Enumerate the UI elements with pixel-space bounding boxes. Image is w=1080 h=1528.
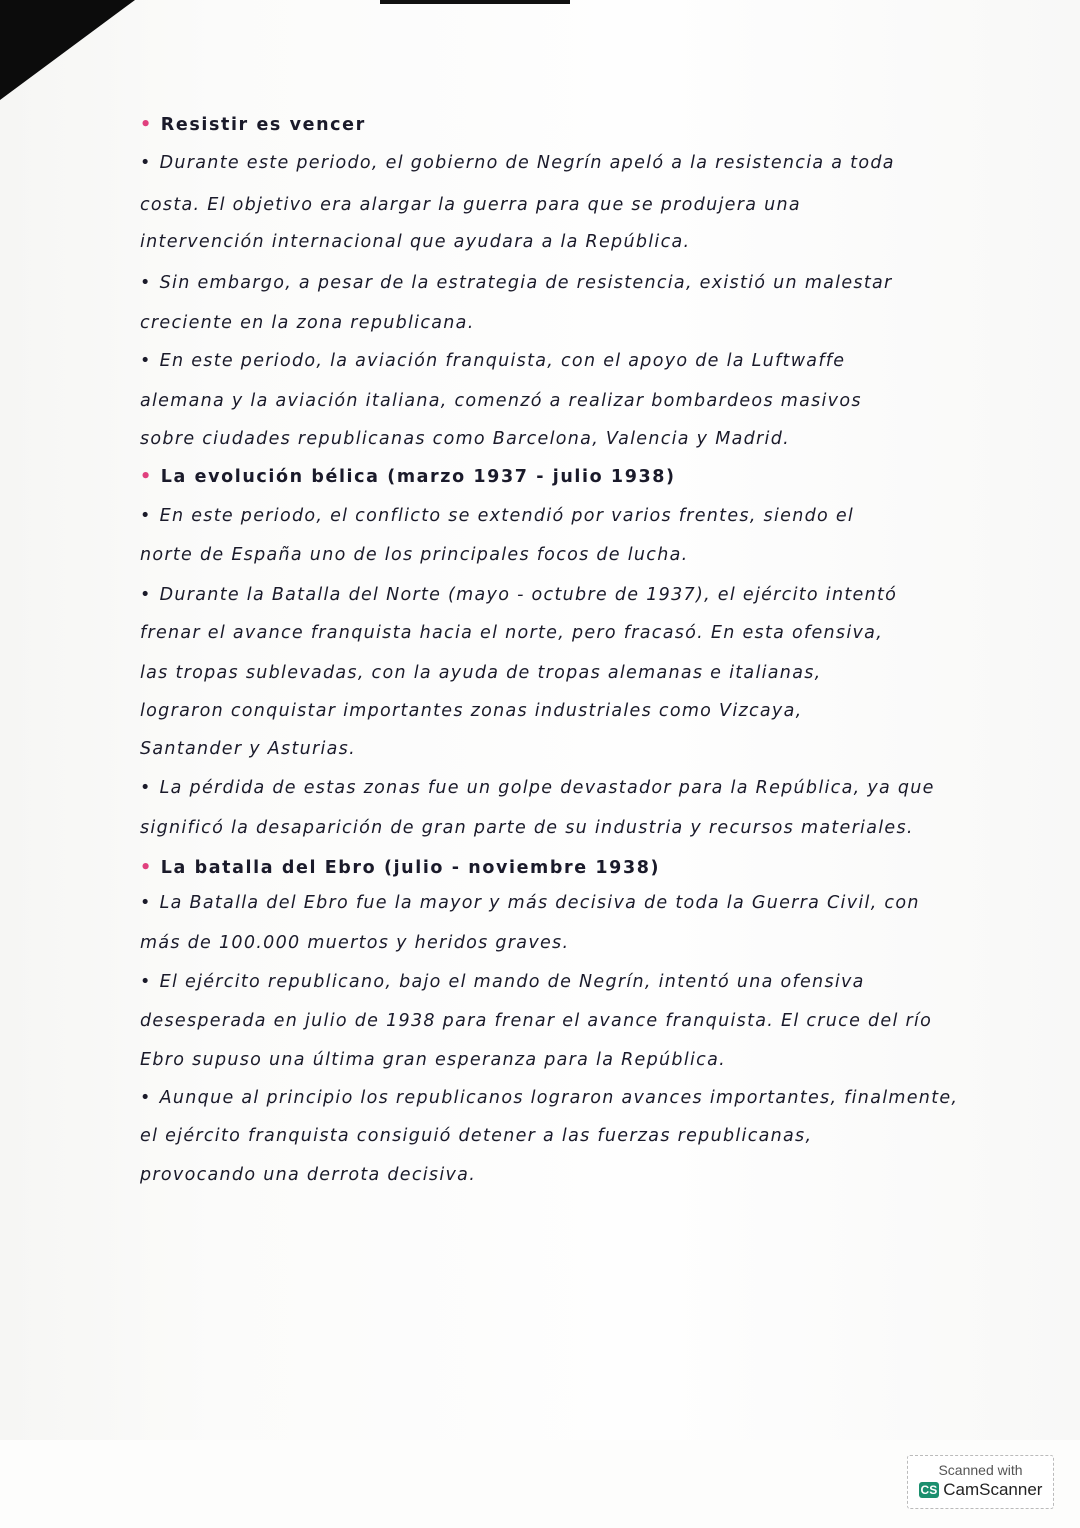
bullet-icon: •	[140, 273, 152, 293]
note-line	[140, 153, 895, 173]
note-text: Santander y Asturias.	[140, 739, 356, 759]
note-line	[140, 739, 356, 759]
section-heading	[140, 858, 660, 878]
note-text: sobre ciudades republicanas como Barcelona, Valencia y Madrid.	[140, 429, 790, 449]
note-line	[140, 778, 935, 798]
note-text: En este periodo, el conflicto se extendió por varios frentes, siendo el	[159, 506, 855, 526]
note-text: La Batalla del Ebro fue la mayor y más decisiva de toda la Guerra Civil, con	[159, 893, 920, 913]
note-text: provocando una derrota decisiva.	[140, 1165, 477, 1185]
note-line	[140, 701, 802, 721]
note-line	[140, 313, 475, 333]
note-line	[140, 351, 845, 371]
note-line	[140, 818, 914, 838]
bullet-icon: •	[140, 972, 152, 992]
bullet-icon: •	[140, 778, 152, 798]
camscanner-logo-icon: CS	[920, 1483, 938, 1497]
bullet-icon: •	[140, 506, 152, 526]
note-line	[140, 506, 854, 526]
note-text: Resistir es vencer	[160, 115, 366, 135]
note-text: El ejército republicano, bajo el mando de Negrín, intentó una ofensiva	[159, 972, 865, 992]
note-text: Durante la Batalla del Norte (mayo - octubre de 1937), el ejército intentó	[159, 585, 898, 605]
note-text: significó la desaparición de gran parte de su industria y recursos materiales.	[140, 818, 914, 838]
note-line	[140, 1165, 476, 1185]
camscanner-watermark	[907, 1455, 1054, 1509]
bullet-icon: •	[140, 467, 153, 487]
note-line	[140, 1050, 726, 1070]
note-line	[140, 545, 689, 565]
note-text: costa. El objetivo era alargar la guerra para que se produjera una	[140, 195, 801, 215]
note-text: La batalla del Ebro (julio - noviembre 1938)	[160, 858, 661, 878]
note-line	[140, 933, 569, 953]
section-heading	[140, 467, 676, 487]
note-text: lograron conquistar importantes zonas industriales como Vizcaya,	[140, 701, 803, 721]
note-line	[140, 232, 690, 252]
note-line	[140, 273, 893, 293]
bullet-icon: •	[140, 153, 152, 173]
note-line	[140, 585, 897, 605]
section-heading	[140, 115, 366, 135]
note-text: Sin embargo, a pesar de la estrategia de resistencia, existió un malestar	[159, 273, 893, 293]
note-text: más de 100.000 muertos y heridos graves.	[140, 933, 570, 953]
note-text: creciente en la zona republicana.	[140, 313, 475, 333]
bullet-icon: •	[140, 858, 153, 878]
note-line	[140, 1011, 932, 1031]
note-line	[140, 1126, 812, 1146]
note-text: La pérdida de estas zonas fue un golpe devastador para la República, ya que	[159, 778, 935, 798]
note-line	[140, 623, 883, 643]
note-text: Aunque al principio los republicanos lograron avances importantes, finalmente,	[159, 1088, 959, 1108]
bullet-icon: •	[140, 351, 152, 371]
bullet-icon: •	[140, 1088, 152, 1108]
bullet-icon: •	[140, 893, 152, 913]
note-line	[140, 1088, 958, 1108]
note-line	[140, 893, 920, 913]
note-line	[140, 195, 801, 215]
watermark-brand: CamScanner	[943, 1480, 1043, 1499]
note-text: las tropas sublevadas, con la ayuda de tropas alemanas e italianas,	[140, 663, 822, 683]
note-text: Ebro supuso una última gran esperanza para la República.	[140, 1050, 726, 1070]
scan-shadow-edge	[380, 0, 570, 4]
note-text: frenar el avance franquista hacia el norte, pero fracasó. En esta ofensiva,	[140, 623, 884, 643]
note-text: alemana y la aviación italiana, comenzó a realizar bombardeos masivos	[140, 391, 862, 411]
bullet-icon: •	[140, 115, 153, 135]
note-line	[140, 391, 862, 411]
note-text: norte de España uno de los principales focos de lucha.	[140, 545, 689, 565]
watermark-caption: Scanned with	[938, 1462, 1023, 1478]
note-line	[140, 429, 790, 449]
note-text: Durante este periodo, el gobierno de Negrín apeló a la resistencia a toda	[159, 153, 895, 173]
note-text: En este periodo, la aviación franquista, con el apoyo de la Luftwaffe	[159, 351, 846, 371]
note-text: intervención internacional que ayudara a la República.	[140, 232, 691, 252]
scan-shadow-corner	[0, 0, 135, 100]
note-text: desesperada en julio de 1938 para frenar el avance franquista. El cruce del río	[140, 1011, 933, 1031]
note-text: La evolución bélica (marzo 1937 - julio 1938)	[160, 467, 676, 487]
note-line	[140, 972, 865, 992]
note-line	[140, 663, 822, 683]
note-text: el ejército franquista consiguió detener a las fuerzas republicanas,	[140, 1126, 813, 1146]
bullet-icon: •	[140, 585, 152, 605]
